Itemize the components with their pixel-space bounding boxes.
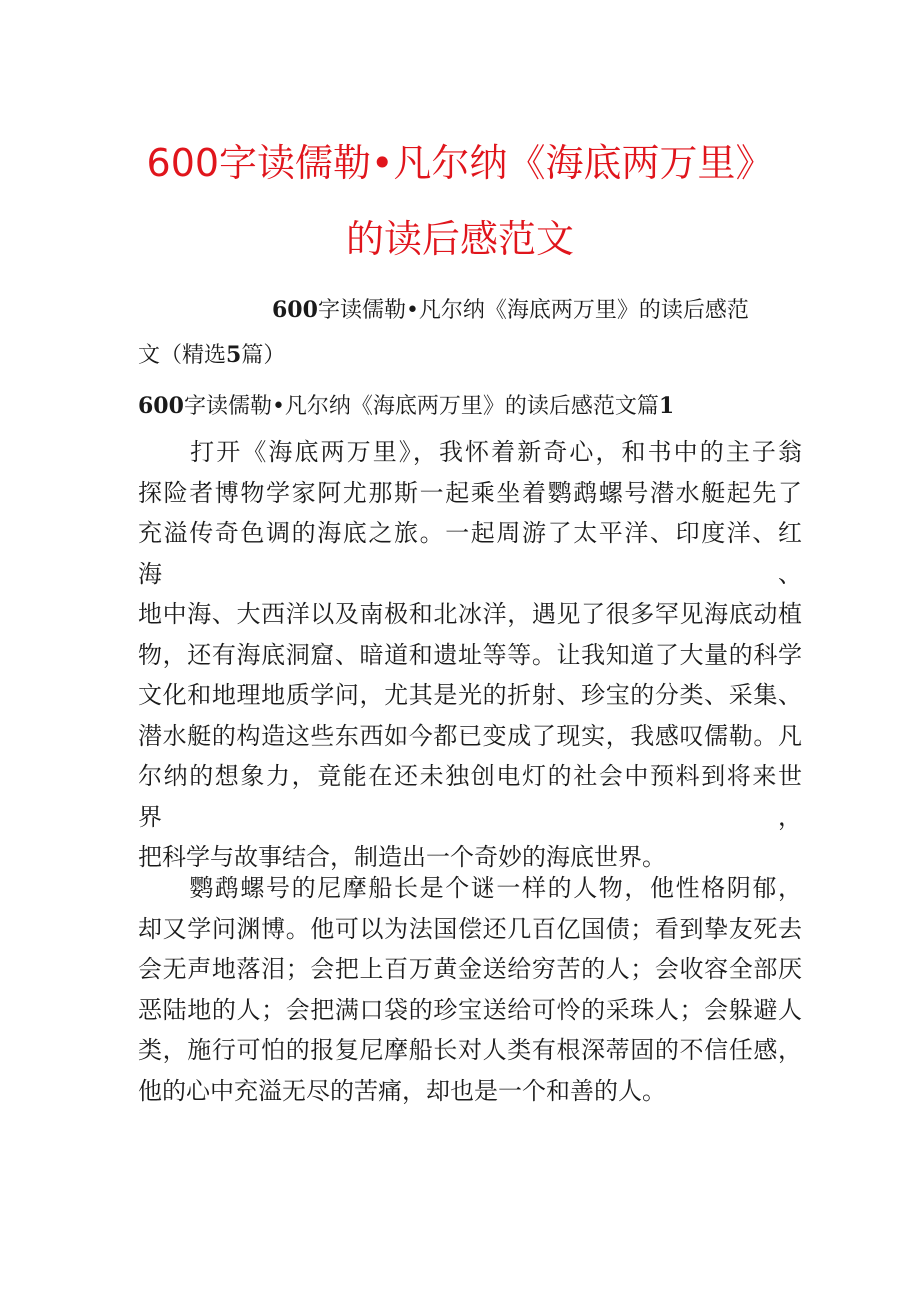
paragraph-line: 把科学与故事结合，制造出一个奇妙的海底世界。: [138, 843, 666, 871]
paragraph-line: 探险者博物学家阿尤那斯一起乘坐着鹦鹉螺号潜水艇起先了: [138, 478, 802, 507]
paragraph-line: 他的心中充溢无尽的苦痛，却也是一个和善的人。: [138, 1076, 666, 1105]
paragraph-line: 文化和地理地质学问，尤其是光的折射、珍宝的分类、采集、: [138, 681, 802, 709]
paragraph-line: 物，还有海底洞窟、暗道和遗址等等。让我知道了大量的科学: [138, 640, 802, 669]
paragraph-line: 地中海、大西洋以及南极和北冰洋，遇见了很多罕见海底动植: [138, 600, 802, 628]
document-subtitle: [138, 288, 798, 378]
heading-number: 600: [138, 393, 184, 419]
document-title-line-2: 的读后感范文: [345, 217, 574, 261]
paragraph-line: 潜水艇的构造这些东西如今都已变成了现实，我感叹儒勒。凡: [138, 721, 802, 750]
paragraph-line: 会无声地落泪；会把上百万黄金送给穷苦的人；会收容全部厌: [138, 955, 802, 983]
paragraph-line: 类，施行可怕的报复尼摩船长对人类有根深蒂固的不信任感，: [138, 1036, 802, 1064]
document-title-line-1: 600字读儒勒•凡尔纳《海底两万里》: [146, 141, 774, 185]
paragraph-2: [138, 868, 802, 1111]
paragraph-1: [138, 432, 802, 878]
paragraph-line: 却又学问渊博。他可以为法国偿还几百亿国债；看到挚友死去: [138, 914, 802, 943]
heading-index: 1: [658, 393, 675, 419]
section-heading: [138, 384, 798, 429]
heading-text: 字读儒勒•凡尔纳《海底两万里》的读后感范文篇: [183, 394, 659, 419]
subtitle-text-part-2: 文（精选: [138, 343, 227, 368]
paragraph-line: 充溢传奇色调的海底之旅。一起周游了太平洋、印度洋、红海、: [138, 519, 802, 588]
subtitle-count: 5: [226, 342, 242, 368]
subtitle-text-part-1: 字读儒勒•凡尔纳《海底两万里》的读后感范: [317, 298, 749, 323]
paragraph-line: 鹦鹉螺号的尼摩船长是个谜一样的人物，他性格阴郁，: [138, 874, 802, 902]
subtitle-text-part-3: 篇）: [241, 343, 286, 368]
paragraph-line: 打开《海底两万里》，我怀着新奇心，和书中的主子翁: [138, 438, 802, 466]
paragraph-line: 尔纳的想象力，竟能在还未独创电灯的社会中预料到将来世界，: [138, 762, 802, 831]
paragraph-line: 恶陆地的人；会把满口袋的珍宝送给可怜的采珠人；会躲避人: [138, 995, 802, 1024]
subtitle-number: 600: [272, 297, 318, 323]
